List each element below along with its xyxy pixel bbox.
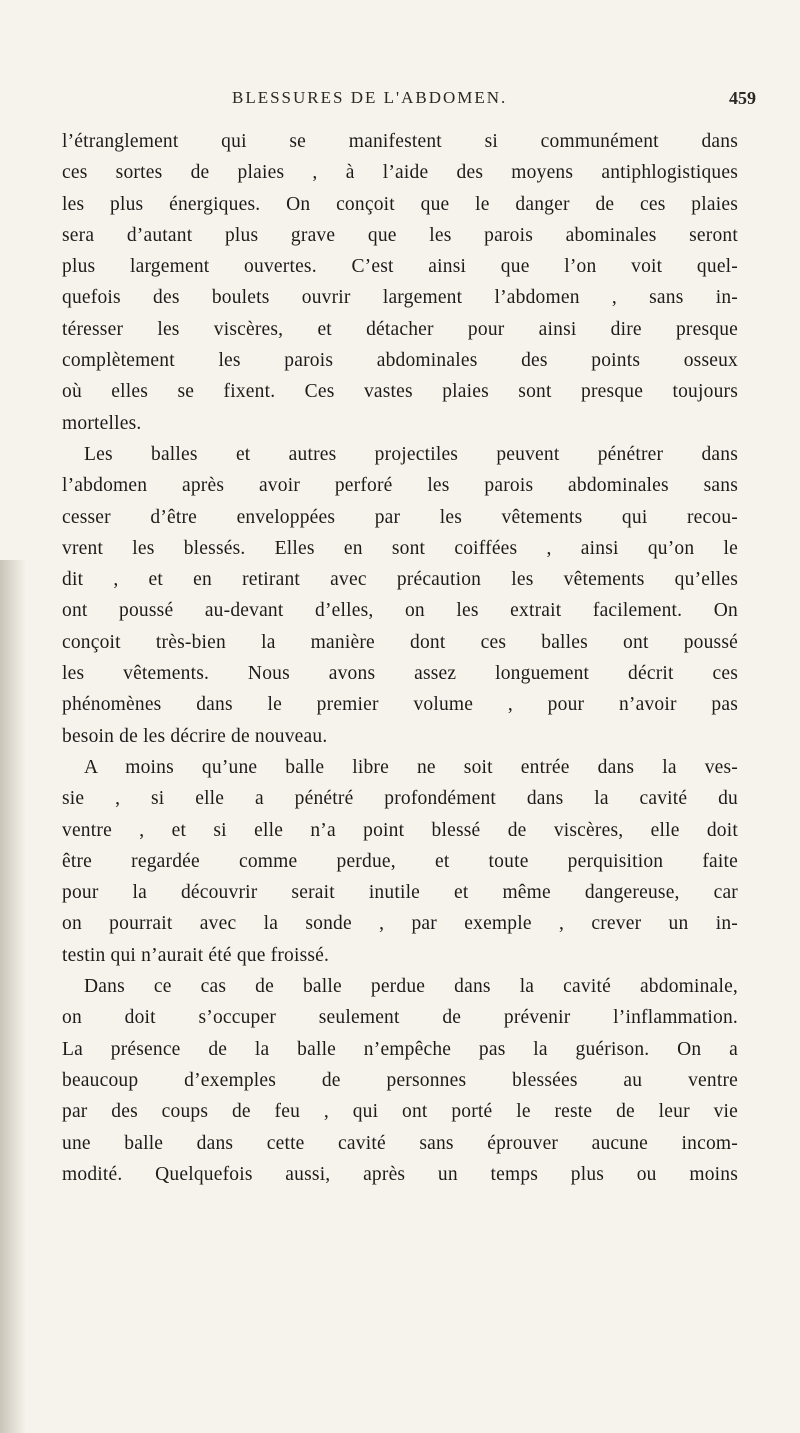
text-line: La présence de la balle n’empêche pas la guérison. On a bbox=[62, 1038, 738, 1060]
page-number: 459 bbox=[729, 88, 756, 108]
text-line: ventre , et si elle n’a point blessé de viscères, elle doit bbox=[62, 819, 738, 841]
text-line: beaucoup d’exemples de personnes blessées au ventre bbox=[62, 1069, 738, 1091]
running-title: BLESSURES DE L'ABDOMEN. bbox=[232, 88, 508, 107]
text-line: on doit s’occuper seulement de prévenir l’inflammation. bbox=[62, 1007, 738, 1029]
text-line: mortelles. bbox=[62, 412, 142, 434]
text-line: complètement les parois abdominales des points osseux bbox=[62, 350, 738, 372]
text-line: modité. Quelquefois aussi, après un temps plus ou moins bbox=[62, 1163, 738, 1185]
text-line: testin qui n’aurait été que froissé. bbox=[62, 944, 330, 966]
text-line: dit , et en retirant avec précaution les vêtements qu’elles bbox=[62, 569, 738, 591]
text-line: ces sortes de plaies , à l’aide des moyens antiphlogistiques bbox=[62, 162, 738, 184]
text-line: être regardée comme perdue, et toute perquisition faite bbox=[62, 850, 738, 872]
text-line: plus largement ouvertes. C’est ainsi que l’on voit quel- bbox=[62, 256, 738, 278]
text-line: l’étranglement qui se manifestent si communément dans bbox=[62, 131, 738, 152]
text-line: les plus énergiques. On conçoit que le danger de ces plaies bbox=[62, 193, 738, 215]
page-header bbox=[0, 88, 800, 120]
text-line: vrent les blessés. Elles en sont coiffées , ainsi qu’on le bbox=[62, 537, 738, 559]
body-text bbox=[62, 126, 738, 1190]
text-line: où elles se fixent. Ces vastes plaies sont presque toujours bbox=[62, 381, 738, 403]
text-line: Les balles et autres projectiles peuvent pénétrer dans bbox=[84, 443, 738, 465]
text-line: sera d’autant plus grave que les parois abominales seront bbox=[62, 224, 738, 246]
text-line: Dans ce cas de balle perdue dans la cavité abdominale, bbox=[84, 976, 738, 998]
text-line: besoin de les décrire de nouveau. bbox=[62, 725, 328, 747]
text-line: on pourrait avec la sonde , par exemple , crever un in- bbox=[62, 913, 738, 935]
page-edge-shadow bbox=[0, 560, 26, 1433]
text-line: les vêtements. Nous avons assez longuement décrit ces bbox=[62, 663, 738, 685]
text-line: téresser les viscères, et détacher pour ainsi dire presque bbox=[62, 318, 738, 340]
text-line: cesser d’être enveloppées par les vêtements qui recou- bbox=[62, 506, 738, 528]
text-line: sie , si elle a pénétré profondément dans la cavité du bbox=[62, 788, 738, 810]
text-line: pour la découvrir serait inutile et même dangereuse, car bbox=[62, 882, 738, 904]
text-line: une balle dans cette cavité sans éprouver aucune incom- bbox=[62, 1132, 738, 1154]
text-line: conçoit très-bien la manière dont ces balles ont poussé bbox=[62, 631, 738, 653]
text-line: l’abdomen après avoir perforé les parois abdominales sans bbox=[62, 475, 738, 497]
text-line: A moins qu’une balle libre ne soit entrée dans la ves- bbox=[84, 756, 738, 778]
text-line: phénomènes dans le premier volume , pour n’avoir pas bbox=[62, 694, 738, 716]
text-line: par des coups de feu , qui ont porté le reste de leur vie bbox=[62, 1101, 738, 1123]
text-line: ont poussé au-devant d’elles, on les extrait facilement. On bbox=[62, 600, 738, 622]
text-line: quefois des boulets ouvrir largement l’abdomen , sans in- bbox=[62, 287, 738, 309]
